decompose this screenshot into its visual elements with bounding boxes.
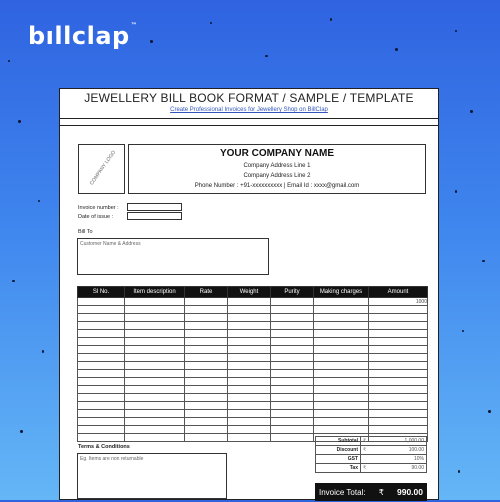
column-header-rate: Rate: [185, 287, 228, 298]
table-row: [78, 418, 428, 426]
table-cell[interactable]: [271, 362, 314, 370]
table-cell[interactable]: [314, 402, 369, 410]
table-cell[interactable]: [125, 322, 185, 330]
totals-table: [315, 436, 427, 473]
table-cell[interactable]: [314, 370, 369, 378]
table-cell[interactable]: [314, 354, 369, 362]
table-cell[interactable]: [185, 330, 228, 338]
table-cell[interactable]: [78, 418, 125, 426]
table-cell[interactable]: [78, 298, 125, 306]
table-cell[interactable]: [185, 346, 228, 354]
totals-value[interactable]: 10%: [373, 455, 427, 464]
table-row: [78, 394, 428, 402]
table-cell[interactable]: [228, 378, 271, 386]
table-cell[interactable]: [228, 314, 271, 322]
totals-value[interactable]: 90.00: [373, 464, 427, 473]
table-cell[interactable]: [125, 330, 185, 338]
table-row: [78, 370, 428, 378]
table-cell[interactable]: [228, 322, 271, 330]
invoice-body: [60, 125, 438, 502]
table-cell[interactable]: [271, 346, 314, 354]
table-cell[interactable]: [185, 298, 228, 306]
table-cell[interactable]: [369, 402, 428, 410]
table-cell[interactable]: [369, 370, 428, 378]
table-cell[interactable]: [185, 418, 228, 426]
table-cell[interactable]: [228, 394, 271, 402]
company-contact: Phone Number : +91-xxxxxxxxxx | Email Id : xxxx@gmail.com: [194, 183, 360, 189]
table-cell[interactable]: [271, 418, 314, 426]
invoice-document: [59, 88, 439, 500]
totals-label: Tax: [316, 464, 361, 473]
table-cell[interactable]: [369, 322, 428, 330]
table-cell[interactable]: [78, 370, 125, 378]
table-row: [78, 314, 428, 322]
table-cell[interactable]: [271, 322, 314, 330]
table-cell[interactable]: [185, 394, 228, 402]
invoice-total-value: 990.00: [396, 487, 423, 497]
page-title: JEWELLERY BILL BOOK FORMAT / SAMPLE / TEMPLATE: [84, 91, 414, 105]
table-cell[interactable]: [228, 410, 271, 418]
totals-row: [316, 437, 427, 446]
table-row: [78, 330, 428, 338]
table-row: [78, 322, 428, 330]
totals-currency: [361, 455, 374, 464]
items-table-header: [78, 287, 428, 298]
table-cell[interactable]: [125, 378, 185, 386]
table-cell[interactable]: [78, 434, 125, 442]
table-cell[interactable]: [271, 402, 314, 410]
logo-text: bıllclap: [28, 22, 130, 50]
background-speck: [458, 470, 460, 473]
table-cell[interactable]: [314, 386, 369, 394]
table-cell[interactable]: [78, 426, 125, 434]
bill-to-placeholder: Customer Name & Address: [80, 241, 141, 247]
table-cell[interactable]: [125, 434, 185, 442]
table-cell[interactable]: [314, 330, 369, 338]
table-cell[interactable]: [228, 330, 271, 338]
table-cell[interactable]: [78, 362, 125, 370]
table-cell[interactable]: [369, 314, 428, 322]
column-header-making-charges: Making charges: [314, 287, 369, 298]
table-cell[interactable]: [369, 394, 428, 402]
column-header-purity: Purity: [271, 287, 314, 298]
table-cell[interactable]: [125, 306, 185, 314]
background-speck: [8, 60, 10, 62]
table-cell[interactable]: [78, 306, 125, 314]
table-cell[interactable]: [369, 386, 428, 394]
table-row: [78, 402, 428, 410]
totals-label: GST: [316, 455, 361, 464]
table-cell[interactable]: [271, 330, 314, 338]
table-cell[interactable]: [78, 322, 125, 330]
table-cell[interactable]: [228, 338, 271, 346]
table-cell[interactable]: [314, 426, 369, 434]
table-cell[interactable]: [314, 394, 369, 402]
table-cell[interactable]: [314, 362, 369, 370]
billclap-link[interactable]: Create Professional Invoices for Jewellery Shop on BillClap: [170, 107, 328, 113]
table-cell[interactable]: [314, 418, 369, 426]
table-cell[interactable]: [185, 426, 228, 434]
terms-field[interactable]: [77, 453, 227, 499]
invoice-number-field[interactable]: [127, 203, 182, 211]
table-cell[interactable]: [369, 362, 428, 370]
table-cell[interactable]: [125, 394, 185, 402]
table-cell[interactable]: [78, 378, 125, 386]
background-speck: [395, 48, 398, 51]
table-row: [78, 338, 428, 346]
table-cell[interactable]: [125, 298, 185, 306]
table-cell[interactable]: [271, 386, 314, 394]
totals-currency: ₹: [361, 446, 374, 455]
table-cell[interactable]: [369, 354, 428, 362]
totals-label: Subtotal: [316, 437, 361, 446]
background-speck: [488, 410, 491, 413]
table-cell[interactable]: [78, 394, 125, 402]
table-cell[interactable]: [228, 418, 271, 426]
table-cell[interactable]: [314, 298, 369, 306]
table-cell[interactable]: [185, 370, 228, 378]
background-speck: [330, 18, 332, 21]
table-cell[interactable]: [185, 410, 228, 418]
table-row: [78, 298, 428, 306]
table-cell[interactable]: [228, 370, 271, 378]
company-header: [128, 144, 426, 194]
table-cell[interactable]: [185, 402, 228, 410]
table-cell[interactable]: [369, 410, 428, 418]
table-cell[interactable]: [125, 386, 185, 394]
invoice-total-bar: [315, 483, 427, 501]
table-row: [78, 354, 428, 362]
table-cell[interactable]: [185, 354, 228, 362]
table-cell[interactable]: [185, 338, 228, 346]
table-cell[interactable]: [78, 346, 125, 354]
background-speck: [455, 190, 457, 193]
table-cell[interactable]: [271, 338, 314, 346]
table-cell[interactable]: [228, 386, 271, 394]
table-row: [78, 426, 428, 434]
totals-value[interactable]: 100.00: [373, 446, 427, 455]
trademark: ™: [130, 22, 138, 29]
column-header-item-description: Item description: [125, 287, 185, 298]
company-logo-placeholder: [78, 144, 125, 194]
table-cell[interactable]: [271, 314, 314, 322]
table-cell[interactable]: [369, 338, 428, 346]
table-row: [78, 346, 428, 354]
company-address-line1: Company Address Line 1: [243, 163, 311, 169]
table-cell[interactable]: [78, 330, 125, 338]
table-row: [78, 410, 428, 418]
background-speck: [470, 110, 473, 113]
table-cell[interactable]: [314, 338, 369, 346]
table-cell[interactable]: [314, 410, 369, 418]
terms-placeholder: Eg. Items are non returnable: [80, 456, 144, 462]
invoice-total-currency: ₹: [378, 487, 384, 497]
table-cell[interactable]: [271, 410, 314, 418]
totals-row: [316, 446, 427, 455]
table-cell[interactable]: [185, 386, 228, 394]
table-cell[interactable]: [271, 434, 314, 442]
table-cell[interactable]: [369, 330, 428, 338]
table-cell[interactable]: [185, 362, 228, 370]
background-speck: [150, 40, 153, 43]
table-cell[interactable]: [78, 402, 125, 410]
table-row: [78, 306, 428, 314]
totals-value[interactable]: 1,000.00: [373, 437, 427, 446]
table-cell[interactable]: [271, 298, 314, 306]
background-speck: [38, 200, 40, 202]
table-cell[interactable]: [369, 346, 428, 354]
table-cell[interactable]: [271, 370, 314, 378]
table-cell[interactable]: [228, 402, 271, 410]
table-cell[interactable]: [314, 378, 369, 386]
totals-currency: ₹: [361, 437, 374, 446]
background-speck: [455, 30, 457, 32]
table-cell[interactable]: [185, 434, 228, 442]
table-cell[interactable]: [125, 362, 185, 370]
table-cell[interactable]: [228, 306, 271, 314]
table-row: [78, 362, 428, 370]
logo-placeholder-text: COMPANY LOGO: [88, 149, 118, 187]
table-cell[interactable]: [185, 322, 228, 330]
invoice-number-label: Invoice number :: [78, 205, 119, 211]
table-cell[interactable]: [228, 354, 271, 362]
table-cell[interactable]: [228, 426, 271, 434]
table-cell[interactable]: [369, 306, 428, 314]
company-address-line2: Company Address Line 2: [243, 173, 311, 179]
table-cell[interactable]: [125, 314, 185, 322]
table-cell[interactable]: [228, 346, 271, 354]
date-of-issue-field[interactable]: [127, 212, 182, 220]
bill-to-field[interactable]: [77, 238, 269, 275]
totals-label: Discount: [316, 446, 361, 455]
table-cell[interactable]: [314, 322, 369, 330]
background-speck: [462, 330, 464, 332]
table-cell[interactable]: [228, 434, 271, 442]
table-cell[interactable]: [125, 354, 185, 362]
column-header-weight: Weight: [228, 287, 271, 298]
table-cell[interactable]: [125, 346, 185, 354]
totals-currency: ₹: [361, 464, 374, 473]
table-cell[interactable]: [185, 314, 228, 322]
background-speck: [42, 350, 44, 353]
invoice-total-label: Invoice Total:: [319, 487, 366, 497]
column-header-sl-no: Sl No.: [78, 287, 125, 298]
table-cell[interactable]: [125, 338, 185, 346]
table-cell[interactable]: [125, 418, 185, 426]
table-cell[interactable]: [78, 410, 125, 418]
background-speck: [210, 22, 212, 24]
background-speck: [20, 430, 23, 433]
table-cell[interactable]: [271, 426, 314, 434]
divider: [60, 118, 438, 119]
table-cell[interactable]: [78, 354, 125, 362]
table-cell[interactable]: 1000: [369, 298, 428, 306]
table-cell[interactable]: [228, 362, 271, 370]
table-cell[interactable]: [78, 314, 125, 322]
table-cell[interactable]: [271, 354, 314, 362]
background-speck: [12, 280, 15, 282]
table-row: [78, 386, 428, 394]
table-cell[interactable]: [125, 410, 185, 418]
table-cell[interactable]: [314, 314, 369, 322]
table-cell[interactable]: [271, 378, 314, 386]
bill-to-label: Bill To: [78, 229, 93, 235]
table-cell[interactable]: [228, 298, 271, 306]
date-of-issue-label: Date of issue :: [78, 214, 114, 220]
company-name: YOUR COMPANY NAME: [219, 148, 335, 159]
table-cell[interactable]: [271, 394, 314, 402]
table-cell[interactable]: [185, 378, 228, 386]
items-table: [77, 286, 428, 442]
totals-row: [316, 455, 427, 464]
table-cell[interactable]: [125, 402, 185, 410]
background-speck: [18, 120, 21, 123]
column-header-amount: Amount: [369, 287, 428, 298]
billclap-logo: [28, 22, 137, 50]
background-speck: [482, 260, 485, 262]
table-cell[interactable]: [271, 306, 314, 314]
table-cell[interactable]: [369, 418, 428, 426]
table-cell[interactable]: [78, 386, 125, 394]
table-cell[interactable]: [369, 378, 428, 386]
terms-label: Terms & Conditions: [78, 444, 130, 450]
background-speck: [265, 55, 268, 57]
table-cell[interactable]: [314, 346, 369, 354]
table-cell[interactable]: [125, 370, 185, 378]
totals-row: [316, 464, 427, 473]
table-cell[interactable]: [314, 306, 369, 314]
table-cell[interactable]: [185, 306, 228, 314]
table-cell[interactable]: [78, 338, 125, 346]
table-row: [78, 378, 428, 386]
table-cell[interactable]: [125, 426, 185, 434]
table-cell[interactable]: [369, 426, 428, 434]
